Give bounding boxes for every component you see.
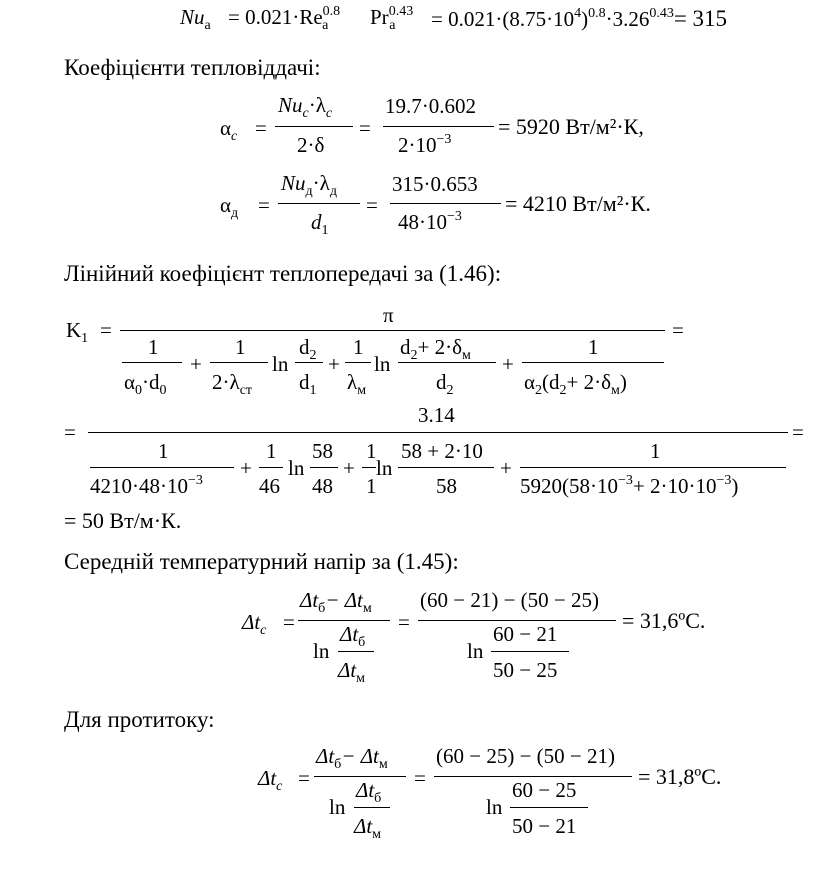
dtc1-result: = 31,6ºC. bbox=[622, 608, 706, 633]
sup08: 0.8 bbox=[588, 6, 606, 21]
dtc1-ln2: ln bbox=[467, 639, 484, 663]
k-t1-den-rest-sub: 0 bbox=[159, 383, 167, 398]
alpha-d-den-sub: 1 bbox=[321, 223, 329, 238]
alpha-d-den: d bbox=[311, 210, 322, 234]
dtc1-fraction-line bbox=[298, 620, 390, 621]
dtc1-den-num-sub: б bbox=[358, 635, 366, 650]
nu-result: = 315 bbox=[673, 6, 728, 31]
k-t4-den: λ bbox=[347, 370, 358, 394]
alpha-c-den2-exp: −3 bbox=[436, 132, 452, 147]
dtc1-num-a: Δt bbox=[300, 588, 319, 612]
alpha-d-lhs: α bbox=[220, 193, 232, 217]
alpha-c-result: = 5920 Вт/м²·К, bbox=[498, 114, 644, 139]
dtc2-ln2: ln bbox=[486, 795, 503, 819]
dtc1-den2-den: 50 − 25 bbox=[493, 658, 558, 682]
k-num-t4-den: 1 bbox=[366, 474, 377, 498]
k-lhs: K bbox=[66, 318, 82, 342]
exp4: 4 bbox=[574, 6, 582, 21]
k-t5-num-rest-sub: м bbox=[461, 348, 471, 363]
dtc1-num-b-sub: м bbox=[362, 601, 372, 616]
k-t3-den-sub: 1 bbox=[309, 383, 317, 398]
nu-eq1: = 0.021·Re bbox=[228, 5, 323, 29]
dtc1-eq: = bbox=[283, 610, 295, 634]
dtc1-den-den-sub: м bbox=[356, 671, 366, 686]
k-num-t6-den-exp2: −3 bbox=[716, 473, 732, 488]
alpha-d-den2-exp: −3 bbox=[447, 209, 462, 224]
k-result: = 50 Вт/м·К. bbox=[64, 508, 182, 533]
k-num-t6-den-close: ) bbox=[731, 474, 739, 498]
k-num-t4-num: 1 bbox=[366, 439, 377, 463]
dtc2-lhs: Δt bbox=[258, 766, 277, 790]
dtc2-ln: ln bbox=[329, 795, 346, 819]
heading-mean-temperature: Середній температурний напір за (1.45): bbox=[64, 549, 459, 574]
pr-sub: a bbox=[389, 18, 396, 33]
k-ln1: ln bbox=[272, 352, 289, 376]
dtc2-num-a: Δt bbox=[316, 744, 335, 768]
nu-mul: ·3.26 bbox=[605, 7, 650, 31]
k-plus1: + bbox=[190, 352, 202, 376]
k-num-plus1: + bbox=[240, 456, 252, 480]
k-num-ln2: ln bbox=[376, 456, 393, 480]
k-t6-den-rest2-sub: м bbox=[611, 383, 620, 398]
k-num-t4-line bbox=[362, 467, 376, 468]
heading-linear-coefficient: Лінійний коефіцієнт теплопередачі за (1.46): bbox=[64, 261, 502, 286]
k-t6-den-close: ) bbox=[619, 370, 627, 394]
k-t6-den-rest-sub: 2 bbox=[559, 383, 567, 398]
dtc2-fraction-line bbox=[314, 776, 406, 777]
alpha-c-num2: 19.7·0.602 bbox=[385, 94, 476, 118]
dtc1-den2-num: 60 − 21 bbox=[493, 622, 558, 646]
dtc1-inner-line2 bbox=[491, 651, 569, 652]
k-main-fraction-line bbox=[120, 330, 665, 331]
k-t6-den: α bbox=[524, 370, 536, 394]
k-t3-den: d bbox=[299, 370, 310, 394]
dtc2-eq: = bbox=[298, 766, 310, 790]
k-num-t6-line bbox=[520, 467, 786, 468]
dtc2-eq2: = bbox=[414, 766, 426, 790]
alpha-c-fraction-line2 bbox=[383, 126, 494, 127]
k-num-t2-num: 1 bbox=[266, 439, 277, 463]
k-t4-num: 1 bbox=[353, 335, 364, 359]
k-num-pi-value: 3.14 bbox=[418, 403, 455, 427]
alpha-d-eq2: = bbox=[366, 193, 378, 217]
dtc1-num-a-sub: б bbox=[318, 601, 326, 616]
k-num-t1-num: 1 bbox=[158, 439, 169, 463]
k-t6-den-rest: (d bbox=[542, 370, 560, 394]
k-ln2: ln bbox=[374, 352, 391, 376]
dtc1-num2: (60 − 21) − (50 − 25) bbox=[420, 588, 600, 612]
alpha-d-fraction-line bbox=[278, 203, 360, 204]
k-t5-den-sub: 2 bbox=[446, 383, 454, 398]
k-plus3: + bbox=[502, 352, 514, 376]
k-num-eq-start: = bbox=[64, 420, 76, 444]
k-num-t5-num: 58 + 2·10 bbox=[401, 439, 483, 463]
k-t4-den-sub: м bbox=[357, 383, 367, 398]
alpha-c-num-nu: Nu bbox=[278, 93, 303, 117]
k-num-t5-den: 58 bbox=[436, 474, 457, 498]
alpha-d-result: = 4210 Вт/м²·К. bbox=[505, 191, 651, 216]
heading-counterflow: Для протитоку: bbox=[64, 707, 215, 732]
k-t1-den-sub: 0 bbox=[135, 383, 143, 398]
k-t6-line bbox=[522, 362, 664, 363]
alpha-d-num-nu-sub: д bbox=[305, 184, 313, 199]
k-num-t2-den: 46 bbox=[259, 474, 280, 498]
nu-eq2: = 0.021·(8.75·10 bbox=[431, 7, 575, 31]
k-num-main-line bbox=[88, 432, 788, 433]
k-num-plus2: + bbox=[343, 456, 355, 480]
alpha-d-num-lam-sub: д bbox=[329, 184, 337, 199]
k-t6-den-rest2: + 2·δ bbox=[566, 370, 611, 394]
k-lhs-sub: 1 bbox=[81, 331, 89, 346]
k-t5-num-sub: 2 bbox=[410, 348, 418, 363]
alpha-d-lhs-sub: д bbox=[231, 206, 239, 221]
k-num-t3-den: 48 bbox=[312, 474, 333, 498]
alpha-c-num-nu-sub: c bbox=[302, 106, 309, 121]
k-t3-num: d bbox=[299, 335, 310, 359]
k-num-t6-den-exp1: −3 bbox=[618, 473, 633, 488]
k-t1-line bbox=[122, 362, 182, 363]
dtc2-den-num-sub: б bbox=[374, 791, 382, 806]
k-eq-end: = bbox=[672, 318, 684, 342]
k-t5-num: d bbox=[400, 335, 411, 359]
k-num-t1-den-exp: −3 bbox=[188, 473, 203, 488]
re-sub: a bbox=[322, 18, 329, 33]
alpha-d-num-lam: λ bbox=[319, 171, 330, 195]
alpha-c-eq2: = bbox=[359, 116, 371, 140]
k-t6-num: 1 bbox=[588, 335, 599, 359]
dtc2-result: = 31,8ºC. bbox=[638, 764, 722, 789]
dtc1-den-den: Δt bbox=[338, 658, 357, 682]
k-num-t6-num: 1 bbox=[650, 439, 661, 463]
k-num-ln1: ln bbox=[288, 456, 305, 480]
dtc1-lhs-sub: c bbox=[260, 623, 267, 638]
alpha-c-num-lam-sub: c bbox=[325, 106, 333, 121]
dtc1-inner-line bbox=[338, 651, 374, 652]
nu-lhs-sub: a bbox=[204, 18, 211, 33]
k-num-t1-den: 4210·48·10 bbox=[90, 474, 188, 498]
alpha-c-eq: = bbox=[255, 116, 267, 140]
k-num-t1-line bbox=[90, 467, 234, 468]
dtc1-lhs: Δt bbox=[242, 610, 261, 634]
alpha-c-fraction-line bbox=[275, 126, 353, 127]
k-t2-den-sub: ст bbox=[239, 383, 253, 398]
k-t2-den: 2·λ bbox=[212, 370, 240, 394]
k-t1-num: 1 bbox=[148, 335, 159, 359]
sup043: 0.43 bbox=[649, 6, 674, 21]
alpha-c-num-lam: λ bbox=[315, 93, 326, 117]
k-eq: = bbox=[100, 318, 112, 342]
dtc2-inner-line2 bbox=[510, 807, 588, 808]
k-t3-line bbox=[295, 362, 323, 363]
nu-lhs: Nu bbox=[180, 5, 205, 29]
dtc2-fraction-line2 bbox=[434, 776, 632, 777]
pr-sup: 0.43 bbox=[388, 4, 414, 19]
k-t2-num: 1 bbox=[235, 335, 246, 359]
k-t2-line bbox=[210, 362, 268, 363]
k-t4-line bbox=[345, 362, 371, 363]
dtc2-lhs-sub: c bbox=[276, 779, 283, 794]
k-t3-num-sub: 2 bbox=[309, 348, 317, 363]
alpha-d-num-dot: · bbox=[312, 171, 320, 195]
dtc1-den-num: Δt bbox=[340, 622, 359, 646]
k-num-t6-den-mid: + 2·10·10 bbox=[632, 474, 717, 498]
k-num-t5-line bbox=[398, 467, 494, 468]
dtc2-den-den: Δt bbox=[354, 814, 373, 838]
alpha-c-den2: 2·10 bbox=[398, 133, 437, 157]
alpha-c-num-dot: · bbox=[308, 93, 316, 117]
k-t6-den-sub: 2 bbox=[535, 383, 543, 398]
dtc2-num-a-sub: б bbox=[334, 757, 342, 772]
dtc2-den-num: Δt bbox=[356, 778, 375, 802]
k-t1-den: α bbox=[124, 370, 136, 394]
dtc2-den2-num: 60 − 25 bbox=[512, 778, 577, 802]
alpha-c-lhs-sub: c bbox=[231, 129, 238, 144]
k-t1-den-rest: ·d bbox=[142, 370, 160, 394]
k-t5-num-rest: + 2·δ bbox=[417, 335, 462, 359]
dtc2-num2: (60 − 25) − (50 − 21) bbox=[436, 744, 616, 768]
k-num-t3-num: 58 bbox=[312, 439, 333, 463]
dtc1-num-minus: − Δt bbox=[325, 588, 363, 612]
k-num-plus3: + bbox=[500, 456, 512, 480]
dtc2-inner-line bbox=[354, 807, 390, 808]
re-sup: 0.8 bbox=[322, 4, 341, 19]
k-num-pi: π bbox=[383, 303, 394, 327]
k-num-t6-den: 5920(58·10 bbox=[520, 474, 618, 498]
k-t5-den: d bbox=[436, 370, 447, 394]
dtc2-den2-den: 50 − 21 bbox=[512, 814, 577, 838]
alpha-d-num2: 315·0.653 bbox=[392, 172, 478, 196]
dtc2-num-minus: − Δt bbox=[341, 744, 379, 768]
dtc1-fraction-line2 bbox=[418, 620, 616, 621]
dtc1-eq2: = bbox=[398, 610, 410, 634]
k-t5-line bbox=[398, 362, 496, 363]
dtc2-den-den-sub: м bbox=[372, 827, 382, 842]
alpha-d-eq: = bbox=[258, 193, 270, 217]
k-num-eq-end: = bbox=[792, 420, 804, 444]
dtc2-num-b-sub: м bbox=[378, 757, 388, 772]
pr: Pr bbox=[370, 5, 389, 29]
k-plus2: + bbox=[328, 352, 340, 376]
alpha-d-fraction-line2 bbox=[390, 203, 501, 204]
dtc1-ln: ln bbox=[313, 639, 330, 663]
k-num-t3-line bbox=[310, 467, 338, 468]
alpha-d-den2: 48·10 bbox=[398, 210, 447, 234]
nu-close: ) bbox=[581, 7, 589, 31]
alpha-c-lhs: α bbox=[220, 116, 232, 140]
alpha-d-num-nu: Nu bbox=[281, 171, 306, 195]
alpha-c-den: 2·δ bbox=[297, 133, 325, 157]
k-num-t2-line bbox=[259, 467, 283, 468]
heading-heat-transfer-coefficients: Коефіцієнти тепловіддачі: bbox=[64, 55, 321, 80]
